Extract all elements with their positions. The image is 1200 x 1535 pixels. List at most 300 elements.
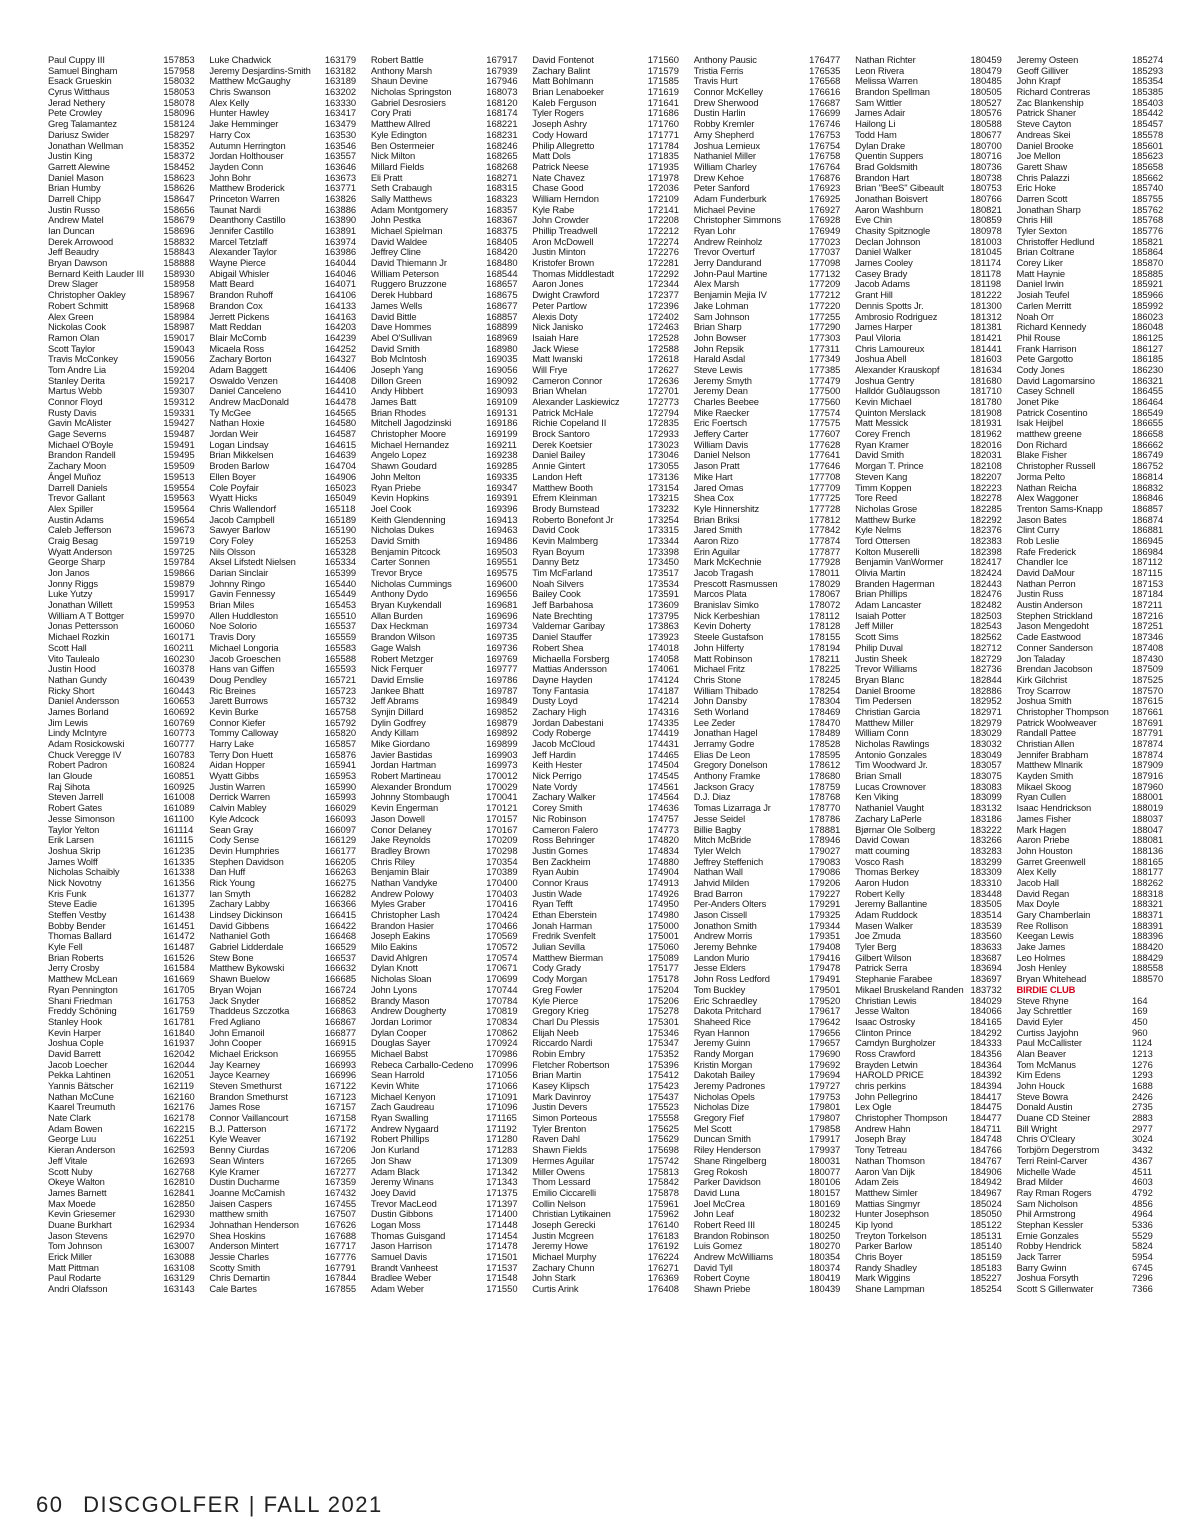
member-name: Lucas Crownover [855, 781, 926, 792]
member-number: 169551 [486, 557, 518, 568]
member-row [694, 226, 847, 237]
member-name: William Charley [693, 161, 757, 172]
member-row [855, 98, 1008, 109]
member-name: Declan Johnson [855, 236, 921, 247]
member-number: 169696 [486, 610, 518, 621]
member-name: Samuel Davis [370, 1252, 427, 1262]
member-number: 183099 [970, 792, 1002, 803]
member-name: Brandon Smethurst [209, 1091, 288, 1102]
member-name: Carter Sonnen [370, 557, 430, 568]
member-row [48, 696, 201, 707]
member-number: 185776 [1131, 226, 1164, 236]
member-name: Scott Taylor [48, 343, 96, 354]
member-name: Princeton Warren [209, 193, 280, 204]
member-name: Robert Schmitt [48, 300, 108, 311]
member-name: Trevor MacLeod [370, 1198, 437, 1209]
member-row [48, 814, 201, 825]
member-number: 178489 [809, 728, 841, 739]
member-number: 180527 [970, 97, 1002, 108]
member-row [371, 942, 524, 953]
member-number: 187874 [1131, 749, 1164, 760]
member-row [1017, 996, 1170, 1007]
member-name: Wyatt Gibbs [209, 771, 259, 782]
member-number: 159017 [163, 332, 195, 343]
member-row [371, 728, 524, 739]
member-name: David Ahlgren [370, 952, 428, 963]
member-name: Brad Goldsmith [855, 161, 918, 172]
member-row [48, 643, 201, 654]
member-number: 172292 [647, 268, 679, 279]
member-number: 185740 [1131, 183, 1164, 194]
member-name: Joey David [370, 1187, 416, 1198]
member-number: 168375 [486, 226, 518, 236]
member-name: Christian Lytikainen [532, 1209, 611, 1220]
member-row [371, 333, 524, 344]
member-number: 165732 [324, 696, 357, 707]
member-number: 174058 [647, 653, 679, 664]
member-number: 158968 [163, 300, 195, 311]
member-number: 188165 [1131, 856, 1164, 867]
member-row [532, 483, 685, 494]
member-name: Andrew MacDonald [209, 397, 289, 407]
member-number: 188037 [1131, 813, 1164, 824]
member-name: Tyler Rogers [532, 108, 584, 119]
member-row [532, 718, 685, 729]
member-row [855, 386, 1008, 397]
member-row [1017, 1028, 1170, 1039]
member-number: 159307 [163, 386, 195, 397]
member-number: 162044 [163, 1059, 195, 1070]
member-number: 183186 [970, 813, 1002, 824]
member-number: 177220 [809, 300, 841, 311]
member-name: Brian Sharp [693, 322, 742, 333]
member-number: 166529 [324, 942, 357, 953]
member-number: 167158 [324, 1113, 357, 1124]
member-row [855, 108, 1008, 119]
member-number: 182562 [970, 632, 1002, 643]
member-number: 161753 [163, 995, 195, 1006]
member-number: 165189 [324, 514, 357, 525]
member-name: Keith Glendenning [370, 514, 446, 525]
member-name: Halldór Guðlaugsson [855, 386, 940, 397]
member-name: Patrick Serra [855, 963, 908, 974]
member-number: 159217 [163, 375, 195, 386]
member-number: 165723 [324, 685, 357, 696]
member-number: 162768 [163, 1166, 195, 1177]
member-number: 159204 [163, 364, 195, 375]
member-row [1017, 205, 1170, 216]
member-number: 188019 [1131, 803, 1164, 814]
member-number: 185623 [1131, 151, 1164, 162]
member-number: 177209 [809, 279, 841, 290]
member-number: 185140 [970, 1241, 1002, 1252]
member-number: 158452 [163, 161, 195, 172]
member-row [1017, 889, 1170, 900]
member-name: Corey Smith [532, 803, 583, 814]
member-row [855, 1209, 1008, 1220]
member-row [1017, 87, 1170, 98]
member-number: 165440 [324, 578, 357, 589]
member-row [532, 814, 685, 825]
member-number: 160851 [163, 771, 195, 782]
member-row [48, 1284, 201, 1295]
member-number: 173591 [647, 589, 679, 600]
member-row [371, 1177, 524, 1188]
member-row [855, 782, 1008, 793]
member-row [855, 504, 1008, 515]
member-row [532, 354, 685, 365]
member-number: 185821 [1131, 236, 1164, 247]
member-row [209, 504, 362, 515]
member-row [855, 1188, 1008, 1199]
member-name: Jesse Seidel [693, 813, 746, 824]
member-name: Matt Messick [855, 418, 909, 429]
member-row [371, 483, 524, 494]
member-row [855, 963, 1008, 974]
member-row [694, 1145, 847, 1156]
member-row [371, 1241, 524, 1252]
member-row [694, 996, 847, 1007]
member-number: 173398 [647, 546, 679, 557]
member-number: 186658 [1131, 429, 1164, 440]
member-row [855, 664, 1008, 675]
member-number: 186874 [1131, 514, 1164, 525]
member-number: 179656 [809, 1027, 841, 1038]
member-row [209, 675, 362, 686]
member-name: Jordan Hartman [370, 760, 436, 771]
member-name: Joshua Smith [1016, 696, 1072, 707]
member-number: 180439 [809, 1284, 841, 1295]
member-name: Chris Lamoureux [855, 343, 925, 354]
member-number: 173046 [647, 450, 679, 461]
member-name: Jon Shaw [370, 1155, 411, 1166]
member-number: 158096 [163, 108, 195, 119]
member-name: Daniel Broome [855, 685, 916, 696]
member-name: Johnny Ringo [209, 578, 265, 589]
member-row [532, 771, 685, 782]
member-name: Dennis Spotts Jr. [855, 300, 924, 311]
member-number: 160439 [163, 674, 195, 685]
member-row [855, 183, 1008, 194]
member-name: Gregory Fief [693, 1113, 744, 1124]
member-row [694, 269, 847, 280]
member-row [48, 1092, 201, 1103]
member-row [855, 365, 1008, 376]
member-number: 177132 [809, 268, 841, 279]
member-name: Zachary Chunn [532, 1262, 595, 1273]
member-number: 177812 [809, 514, 841, 525]
member-name: Alexander Krauskopf [855, 364, 940, 375]
member-name: Corey French [855, 429, 911, 440]
member-number: 159879 [163, 578, 195, 589]
member-row [1017, 322, 1170, 333]
member-number: 169056 [486, 364, 518, 375]
member-name: John Houck [1016, 1081, 1065, 1091]
member-number: 185601 [1131, 140, 1164, 151]
member-number: 162215 [163, 1123, 195, 1134]
member-row [209, 1038, 362, 1049]
member-number: 450 [1131, 1016, 1148, 1027]
member-name: Joseph Bray [855, 1134, 906, 1145]
member-row [209, 878, 362, 889]
member-number: 181441 [970, 343, 1002, 354]
member-name: Cory Foley [209, 535, 254, 546]
member-name: Tim Pedersen [855, 696, 912, 707]
member-number: 175352 [647, 1048, 679, 1059]
member-name: Jeremy Desjardins-Smith [209, 65, 311, 76]
member-number: 186846 [1131, 493, 1164, 504]
member-name: Jared Omas [693, 482, 744, 493]
member-row [371, 1070, 524, 1081]
member-row [532, 1177, 685, 1188]
member-row [694, 183, 847, 194]
member-number: 178128 [809, 621, 841, 632]
member-number: 167626 [324, 1219, 357, 1230]
member-number: 185385 [1131, 87, 1164, 98]
member-name: Simon Porteous [532, 1113, 597, 1124]
member-name: Brad Barron [693, 888, 743, 899]
member-number: 177349 [809, 354, 841, 365]
member-name: Jay Schrettler [1016, 1006, 1072, 1017]
member-row [532, 333, 685, 344]
member-name: Erin Aguilar [693, 546, 740, 557]
member-name: Mike Raecker [693, 407, 750, 418]
member-row [1017, 1038, 1170, 1049]
member-number: 176408 [647, 1284, 679, 1295]
member-number: 159487 [163, 429, 195, 440]
member-row [855, 1284, 1008, 1295]
member-name: Jason Harrison [370, 1241, 432, 1252]
member-name: D.J. Diaz [693, 792, 731, 803]
member-number: 183132 [970, 803, 1002, 814]
member-name: Bradley Brown [370, 845, 430, 856]
member-name: Justin Gomes [532, 845, 588, 856]
member-row [855, 707, 1008, 718]
member-name: Gavin McAlister [48, 418, 112, 429]
member-row [1017, 215, 1170, 226]
member-number: 165990 [324, 781, 357, 792]
member-name: Brandt Vanheest [370, 1262, 438, 1273]
member-name: Oswaldo Venzen [209, 375, 278, 386]
member-name: Brian Miles [209, 600, 255, 611]
member-number: 171056 [486, 1070, 518, 1081]
member-name: Angelo Lopez [370, 450, 427, 461]
member-row [371, 504, 524, 515]
member-row [694, 247, 847, 258]
member-number: 177385 [809, 364, 841, 375]
member-name: Nickolas Cook [48, 322, 106, 333]
member-name: Allan Burden [370, 610, 423, 621]
member-number: 174834 [647, 845, 679, 856]
member-number: 171091 [486, 1091, 518, 1102]
member-row [855, 1177, 1008, 1188]
member-name: Brendan Jacobson [1016, 664, 1093, 675]
member-row [371, 322, 524, 333]
member-name: Pete Crowley [48, 108, 102, 119]
member-number: 158987 [163, 322, 195, 333]
member-row [48, 1113, 201, 1124]
member-name: Christopher Oakley [48, 290, 126, 301]
member-number: 161937 [163, 1038, 195, 1049]
member-name: Joseph Yang [370, 364, 424, 375]
member-row [209, 1156, 362, 1167]
member-row [48, 418, 201, 429]
member-number: 169486 [486, 535, 518, 546]
member-row [48, 931, 201, 942]
member-number: 166275 [324, 877, 357, 888]
member-row [209, 1220, 362, 1231]
member-number: 180753 [970, 183, 1002, 194]
member-number: 175961 [647, 1198, 679, 1209]
member-number: 169787 [486, 685, 518, 696]
member-row [855, 568, 1008, 579]
member-name: Aron McDowell [532, 236, 594, 247]
member-name: William Conn [855, 728, 909, 739]
member-number: 175347 [647, 1038, 679, 1049]
member-row [694, 525, 847, 536]
member-name: Rob Leslie [1016, 535, 1060, 546]
member-row [48, 515, 201, 526]
member-row [371, 889, 524, 900]
member-row [48, 632, 201, 643]
member-number: 159491 [163, 439, 195, 450]
member-name: Emilio Ciccarelli [532, 1187, 596, 1198]
member-name: Ryan Hannon [693, 1027, 750, 1038]
member-number: 169600 [486, 578, 518, 589]
member-name: Derrick Warren [209, 792, 270, 803]
member-number: 165453 [324, 600, 357, 611]
member-row [855, 1220, 1008, 1231]
member-name: Nicholas Springston [370, 87, 452, 98]
member-row [48, 974, 201, 985]
member-row [532, 397, 685, 408]
member-name: Sean Harrold [370, 1070, 425, 1081]
member-name: Terri Reinl-Carver [1016, 1155, 1088, 1166]
member-number: 169735 [486, 632, 518, 643]
member-name: Vosco Rash [855, 856, 904, 867]
member-name: David Luna [693, 1187, 740, 1198]
member-number: 186125 [1131, 332, 1164, 343]
member-number: 179416 [809, 952, 841, 963]
member-name: Jesse Walton [855, 1006, 910, 1017]
member-name: James Wells [370, 300, 423, 311]
member-row [48, 98, 201, 109]
member-row [371, 376, 524, 387]
member-row [532, 889, 685, 900]
member-row [371, 654, 524, 665]
member-name: Hermes Aguilar [532, 1155, 595, 1166]
member-number: 184475 [970, 1102, 1002, 1113]
member-row [371, 365, 524, 376]
member-number: 166863 [324, 1006, 357, 1017]
member-name: Jason Dowell [370, 813, 425, 824]
member-name: Douglas Sayer [370, 1038, 431, 1049]
member-number: 4792 [1131, 1187, 1153, 1198]
member-number: 172933 [647, 429, 679, 440]
member-name: Darrell Daniels [48, 482, 108, 493]
member-row [532, 675, 685, 686]
member-name: Nathan Gundy [48, 674, 107, 685]
member-name: David Smith [855, 450, 904, 461]
member-row [532, 878, 685, 889]
member-name: Jessie Charles [209, 1252, 269, 1262]
member-number: 177842 [809, 525, 841, 536]
member-name: Kyle Adcock [209, 813, 259, 824]
member-row [532, 130, 685, 141]
member-row [1017, 739, 1170, 750]
member-name: Connor Kiefer [209, 717, 266, 728]
member-name: Tyler Berg [855, 942, 897, 953]
member-row [532, 76, 685, 87]
member-name: Samuel Bingham [48, 65, 118, 76]
member-number: 177709 [809, 482, 841, 493]
member-row [209, 461, 362, 472]
member-number: 4964 [1131, 1209, 1153, 1220]
member-row [855, 718, 1008, 729]
member-name: Bernard Keith Lauder III [48, 268, 144, 279]
member-number: 178680 [809, 771, 841, 782]
member-row [855, 1199, 1008, 1210]
member-name: Steve Rhyne [1016, 995, 1069, 1006]
member-name: Jeff Abrams [370, 696, 419, 707]
member-row [532, 472, 685, 483]
member-number: 182712 [970, 642, 1002, 653]
member-name: Brian Rhodes [370, 407, 426, 418]
member-row [694, 450, 847, 461]
member-name: William Peterson [370, 268, 439, 279]
member-row [532, 194, 685, 205]
member-name: Michael Babst [370, 1048, 428, 1059]
section-heading-label: BIRDIE CLUB [1016, 984, 1076, 995]
member-row [48, 312, 201, 323]
member-row [209, 258, 362, 269]
member-number: 177575 [809, 418, 841, 429]
member-row [371, 397, 524, 408]
member-row [1017, 878, 1170, 889]
member-name: Kevin Harper [48, 1027, 101, 1038]
member-number: 182886 [970, 685, 1002, 696]
member-number: 172274 [647, 236, 679, 247]
member-number: 163891 [324, 226, 357, 236]
member-number: 158078 [163, 97, 195, 108]
member-row [532, 1006, 685, 1017]
member-number: 169769 [486, 653, 518, 664]
member-name: Nate Vordy [532, 781, 578, 792]
member-name: Doug Pendley [209, 674, 267, 685]
member-number: 183310 [970, 877, 1002, 888]
member-row [209, 974, 362, 985]
member-number: 171501 [486, 1252, 518, 1262]
member-number: 165857 [324, 739, 357, 749]
member-number: 181680 [970, 375, 1002, 386]
member-name: John-Paul Martine [693, 268, 768, 279]
member-row [1017, 621, 1170, 632]
member-name: Michael Erickson [209, 1048, 278, 1059]
member-number: 182292 [970, 514, 1002, 525]
member-row [694, 771, 847, 782]
member-row [855, 889, 1008, 900]
member-row [532, 1252, 685, 1263]
member-row [371, 205, 524, 216]
member-name: Matthew Booth [532, 482, 593, 493]
member-row [532, 750, 685, 761]
member-name: Jonas Pettersson [48, 621, 119, 632]
member-number: 184066 [970, 1006, 1002, 1017]
member-number: 180766 [970, 193, 1002, 204]
member-name: Zachary Balint [532, 65, 591, 76]
member-name: Cyrus Witthaus [48, 87, 110, 98]
member-row [532, 226, 685, 237]
